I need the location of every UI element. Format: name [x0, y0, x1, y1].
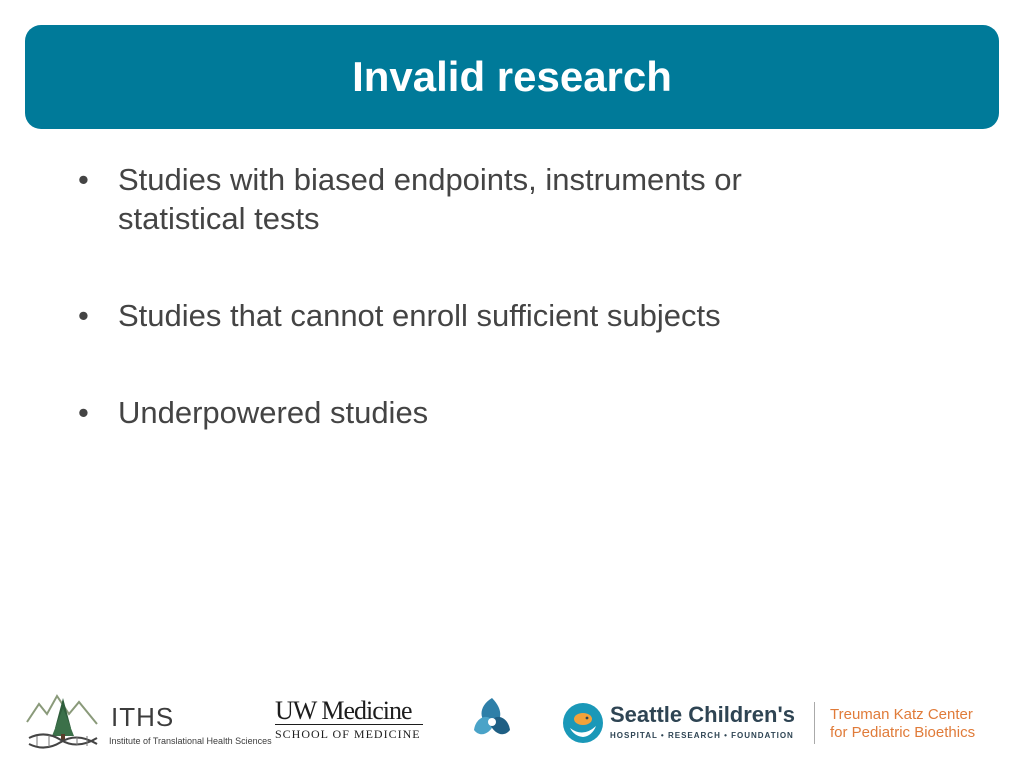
seattle-childrens-logo [562, 702, 802, 744]
knot-logo [468, 696, 516, 744]
bullet-text: Studies with biased endpoints, instruments or statistical tests [118, 162, 742, 236]
bullet-dot-icon: • [78, 298, 89, 333]
whale-hand-icon [562, 702, 604, 744]
bullet-text: Studies that cannot enroll sufficient subjects [118, 298, 721, 333]
iths-logo [25, 690, 272, 750]
seattle-childrens-name: Seattle Children's [610, 702, 795, 727]
title-bar [25, 25, 999, 129]
iths-name: ITHS [111, 702, 175, 732]
iths-subtitle: Institute of Translational Health Sciences [109, 736, 272, 746]
bullet-dot-icon: • [78, 395, 89, 430]
logo-strip [0, 680, 1024, 768]
uw-medicine-name: UW Medicine [275, 696, 412, 725]
bullet-dot-icon: • [78, 162, 89, 197]
slide-title: Invalid research [352, 53, 672, 100]
treuman-line-2: for Pediatric Bioethics [830, 724, 976, 741]
uw-medicine-subtitle: SCHOOL OF MEDICINE [275, 724, 423, 742]
uw-medicine-logo [275, 698, 430, 758]
bullet-text: Underpowered studies [118, 395, 429, 430]
seattle-childrens-subtitle: HOSPITAL • RESEARCH • FOUNDATION [610, 731, 794, 740]
treuman-line-1: Treuman Katz Center [830, 706, 973, 723]
blue-knot-icon [468, 696, 516, 744]
logo-divider [814, 702, 815, 744]
bullet-item [78, 296, 878, 335]
bullet-list [78, 160, 878, 490]
bullet-item [78, 160, 878, 238]
bullet-item [78, 393, 878, 432]
tree-mountain-dna-icon [25, 690, 105, 750]
treuman-katz-logo [830, 706, 1020, 746]
